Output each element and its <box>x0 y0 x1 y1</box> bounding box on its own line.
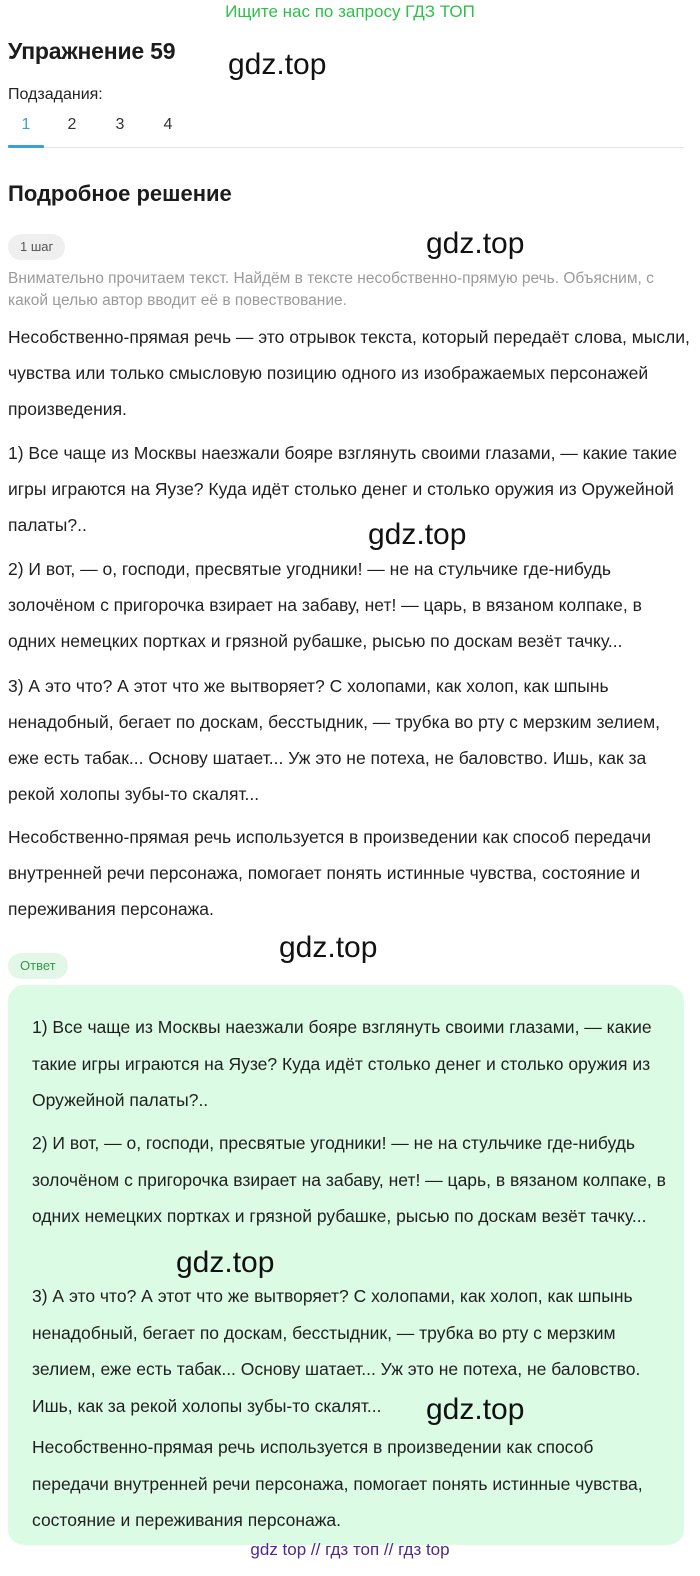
step-instruction: Внимательно прочитаем текст. Найдём в тексте несобственно-прямую речь. Объясним, с какой целью автор вводит её в повествование. <box>8 270 654 309</box>
step-badge: 1 шаг <box>8 234 65 260</box>
solution-title: Подробное решение <box>8 181 232 206</box>
solution-paragraph: Несобственно-прямая речь — это отрывок текста, который передаёт слова, мысли, чувства или только смысловую позицию одного из изображаемых персонажей произведения. <box>8 327 690 419</box>
watermark: gdz.top <box>426 1393 525 1426</box>
exercise-title: Упражнение 59 <box>8 38 176 64</box>
solution-paragraph: Несобственно-прямая речь используется в произведении как способ передачи внутренней речи персонажа, помогает понять истинные чувства, состояние и переживания персонажа. <box>8 827 651 919</box>
watermark: gdz.top <box>368 518 467 551</box>
subtasks-label: Подзадания: <box>8 86 103 103</box>
search-promo-banner: Ищите нас по запросу ГДЗ ТОП <box>225 2 475 21</box>
solution-paragraph: 2) И вот, — о, господи, пресвятые угодники! — не на стульчике где-нибудь золочёном с пригорочка взирает на забаву, нет! — царь, в вязаном колпаке, в одних немецких портках и грязной рубашке, рысью по доскам везёт тачку... <box>8 559 642 651</box>
answer-badge: Ответ <box>8 953 68 979</box>
watermark: gdz.top <box>426 227 525 260</box>
tab-subtask-4[interactable]: 4 <box>163 116 173 133</box>
solution-paragraph: 1) Все чаще из Москвы наезжали бояре взглянуть своими глазами, — какие такие игры играются на Яузе? Куда идёт столько денег и столько оружия из Оружейной палаты?.. <box>8 443 678 535</box>
watermark: gdz.top <box>176 1246 275 1279</box>
tab-subtask-3[interactable]: 3 <box>115 116 125 133</box>
answer-paragraph: 3) А это что? А этот что же вытворяет? С холопами, как холоп, как шпынь ненадобный, бегает по доскам, бесстыдник, — трубка во рту с мерзким зелием, еже есть табак... Основу шатает... Уж это не потеха, не баловство. Ишь, как за рекой холопы зубы-то скалят... <box>32 1286 641 1416</box>
solution-paragraph: 3) А это что? А этот что же вытворяет? С холопами, как холоп, как шпынь ненадобный, бегает по доскам, бесстыдник, — трубка во рту с мерзким зелием, еже есть табак... Основу шатает... Уж это не потеха, не баловство. Ишь, как за рекой холопы зубы-то скалят... <box>8 676 661 804</box>
answer-paragraph: 1) Все чаще из Москвы наезжали бояре взглянуть своими глазами, — какие такие игры играются на Яузе? Куда идёт столько денег и столько оружия из Оружейной палаты?.. <box>32 1017 652 1110</box>
tab-subtask-1[interactable]: 1 <box>8 116 44 147</box>
watermark: gdz.top <box>228 48 327 81</box>
footer-links[interactable]: gdz top // гдз топ // гдз top <box>250 1540 450 1559</box>
answer-paragraph: 2) И вот, — о, господи, пресвятые угодники! — не на стульчике где-нибудь золочёном с пригорочка взирает на забаву, нет! — царь, в вязаном колпаке, в одних немецких портках и грязной рубашке, рысью по доскам везёт тачку... <box>32 1133 666 1226</box>
subtask-tabs <box>8 116 684 148</box>
answer-paragraph: Несобственно-прямая речь используется в произведении как способ передачи внутренней речи персонажа, помогает понять истинные чувства, состояние и переживания персонажа. <box>32 1437 643 1530</box>
watermark: gdz.top <box>279 931 378 964</box>
tab-subtask-2[interactable]: 2 <box>67 116 77 133</box>
